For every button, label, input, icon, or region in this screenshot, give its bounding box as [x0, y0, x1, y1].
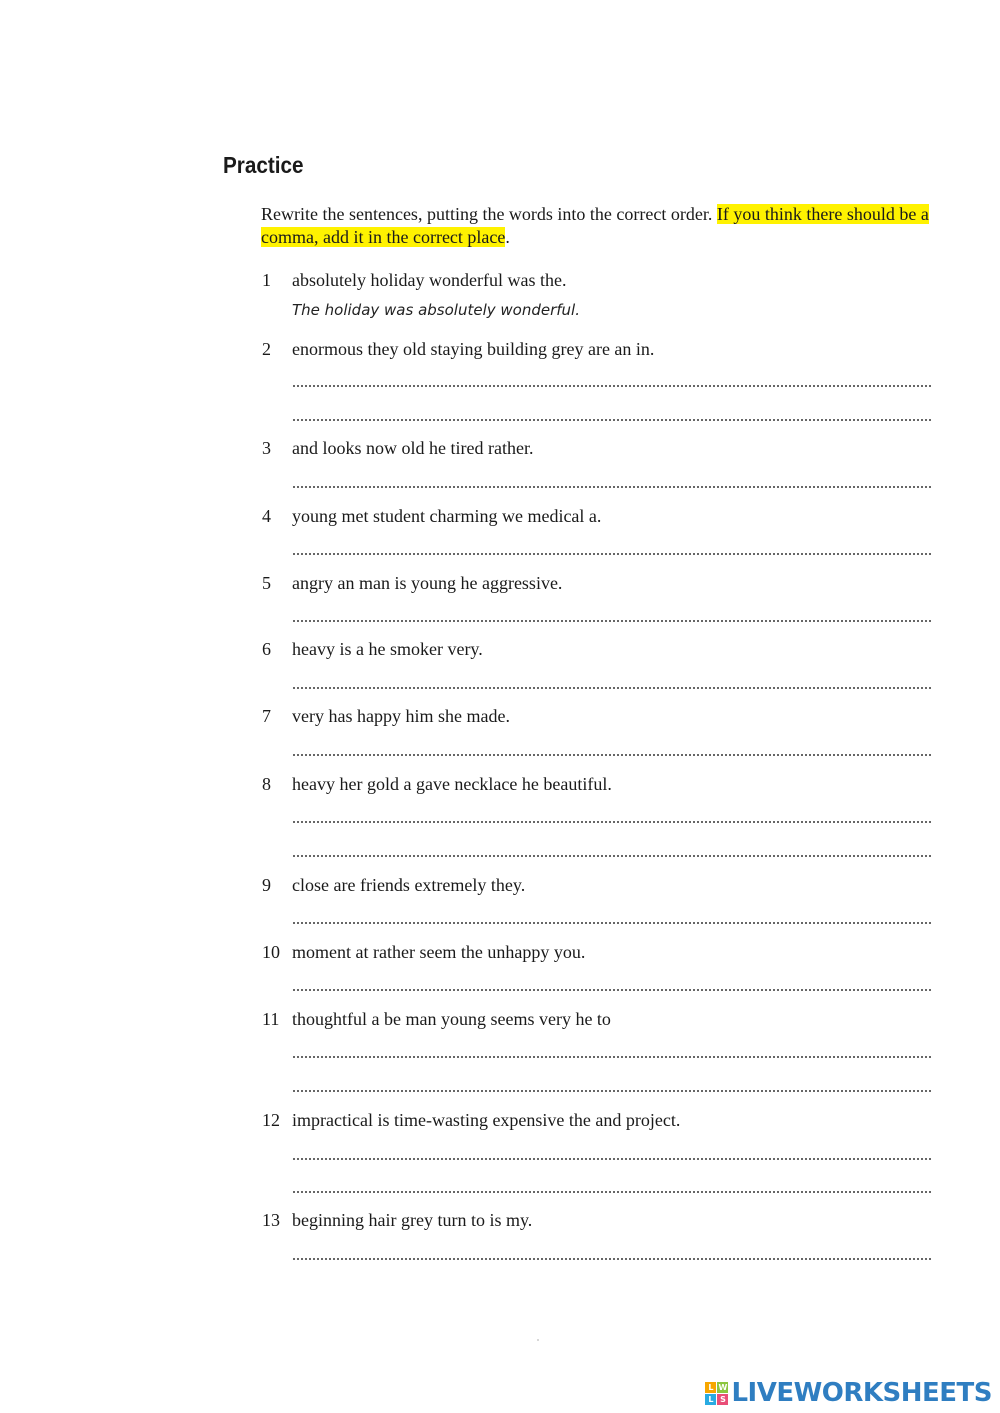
exercise-number: 6	[262, 639, 271, 659]
answer-line[interactable]	[292, 486, 932, 488]
exercise-number: 2	[262, 339, 271, 359]
example-answer: The holiday was absolutely wonderful.	[292, 301, 580, 319]
instructions-highlight: If you think there should be a comma, add it in the correct place	[261, 204, 929, 247]
exercise-number: 10	[262, 942, 280, 962]
answer-line[interactable]	[292, 922, 932, 924]
exercise-prompt: heavy her gold a gave necklace he beautiful.	[292, 774, 612, 794]
exercise-prompt: very has happy him she made.	[292, 706, 510, 726]
exercise-number: 5	[262, 573, 271, 593]
exercise-prompt: enormous they old staying building grey are an in.	[292, 339, 655, 359]
answer-line[interactable]	[292, 385, 932, 387]
answer-line[interactable]	[292, 1258, 932, 1260]
exercise-prompt: heavy is a he smoker very.	[292, 639, 483, 659]
answer-line[interactable]	[292, 989, 932, 991]
answer-line[interactable]	[292, 1158, 932, 1160]
exercise-prompt: absolutely holiday wonderful was the.	[292, 270, 567, 290]
exercise-number: 1	[262, 270, 271, 290]
answer-line[interactable]	[292, 1056, 932, 1058]
exercise-number: 4	[262, 506, 271, 526]
liveworksheets-watermark	[705, 1378, 992, 1408]
exercise-prompt: thoughtful a be man young seems very he to	[292, 1009, 611, 1029]
answer-line[interactable]	[292, 1090, 932, 1092]
answer-line[interactable]	[292, 553, 932, 555]
exercise-number: 9	[262, 875, 271, 895]
answer-line[interactable]	[292, 754, 932, 756]
answer-line[interactable]	[292, 821, 932, 823]
answer-line[interactable]	[292, 687, 932, 689]
scan-speck	[537, 1339, 539, 1341]
exercise-prompt: moment at rather seem the unhappy you.	[292, 942, 586, 962]
exercise-number: 12	[262, 1110, 280, 1130]
answer-line[interactable]	[292, 855, 932, 857]
exercise-prompt: impractical is time-wasting expensive the and project.	[292, 1110, 681, 1130]
instructions	[261, 203, 931, 249]
exercise-prompt: angry an man is young he aggressive.	[292, 573, 563, 593]
logo-tile: W	[718, 1382, 728, 1392]
exercise-number: 7	[262, 706, 271, 726]
page-title: Practice	[223, 152, 304, 178]
logo-tile: L	[705, 1382, 716, 1393]
answer-line[interactable]	[292, 620, 932, 622]
brand-name: LIVEWORKSHEETS	[731, 1378, 992, 1408]
liveworksheets-logo-icon	[705, 1382, 728, 1405]
exercise-number: 11	[262, 1009, 280, 1029]
exercise-prompt: close are friends extremely they.	[292, 875, 526, 895]
exercise-number: 3	[262, 438, 271, 458]
exercise-number: 8	[262, 774, 271, 794]
exercise-number: 13	[262, 1210, 280, 1230]
logo-tile: S	[717, 1394, 728, 1405]
logo-tile: L	[705, 1394, 716, 1405]
instructions-text: Rewrite the sentences, putting the words into the correct order.	[261, 204, 713, 224]
answer-line[interactable]	[292, 1191, 932, 1193]
exercise-prompt: beginning hair grey turn to is my.	[292, 1210, 533, 1230]
exercise-prompt: and looks now old he tired rather.	[292, 438, 534, 458]
exercise-prompt: young met student charming we medical a.	[292, 506, 602, 526]
answer-line[interactable]	[292, 419, 932, 421]
instructions-end: .	[505, 227, 510, 247]
